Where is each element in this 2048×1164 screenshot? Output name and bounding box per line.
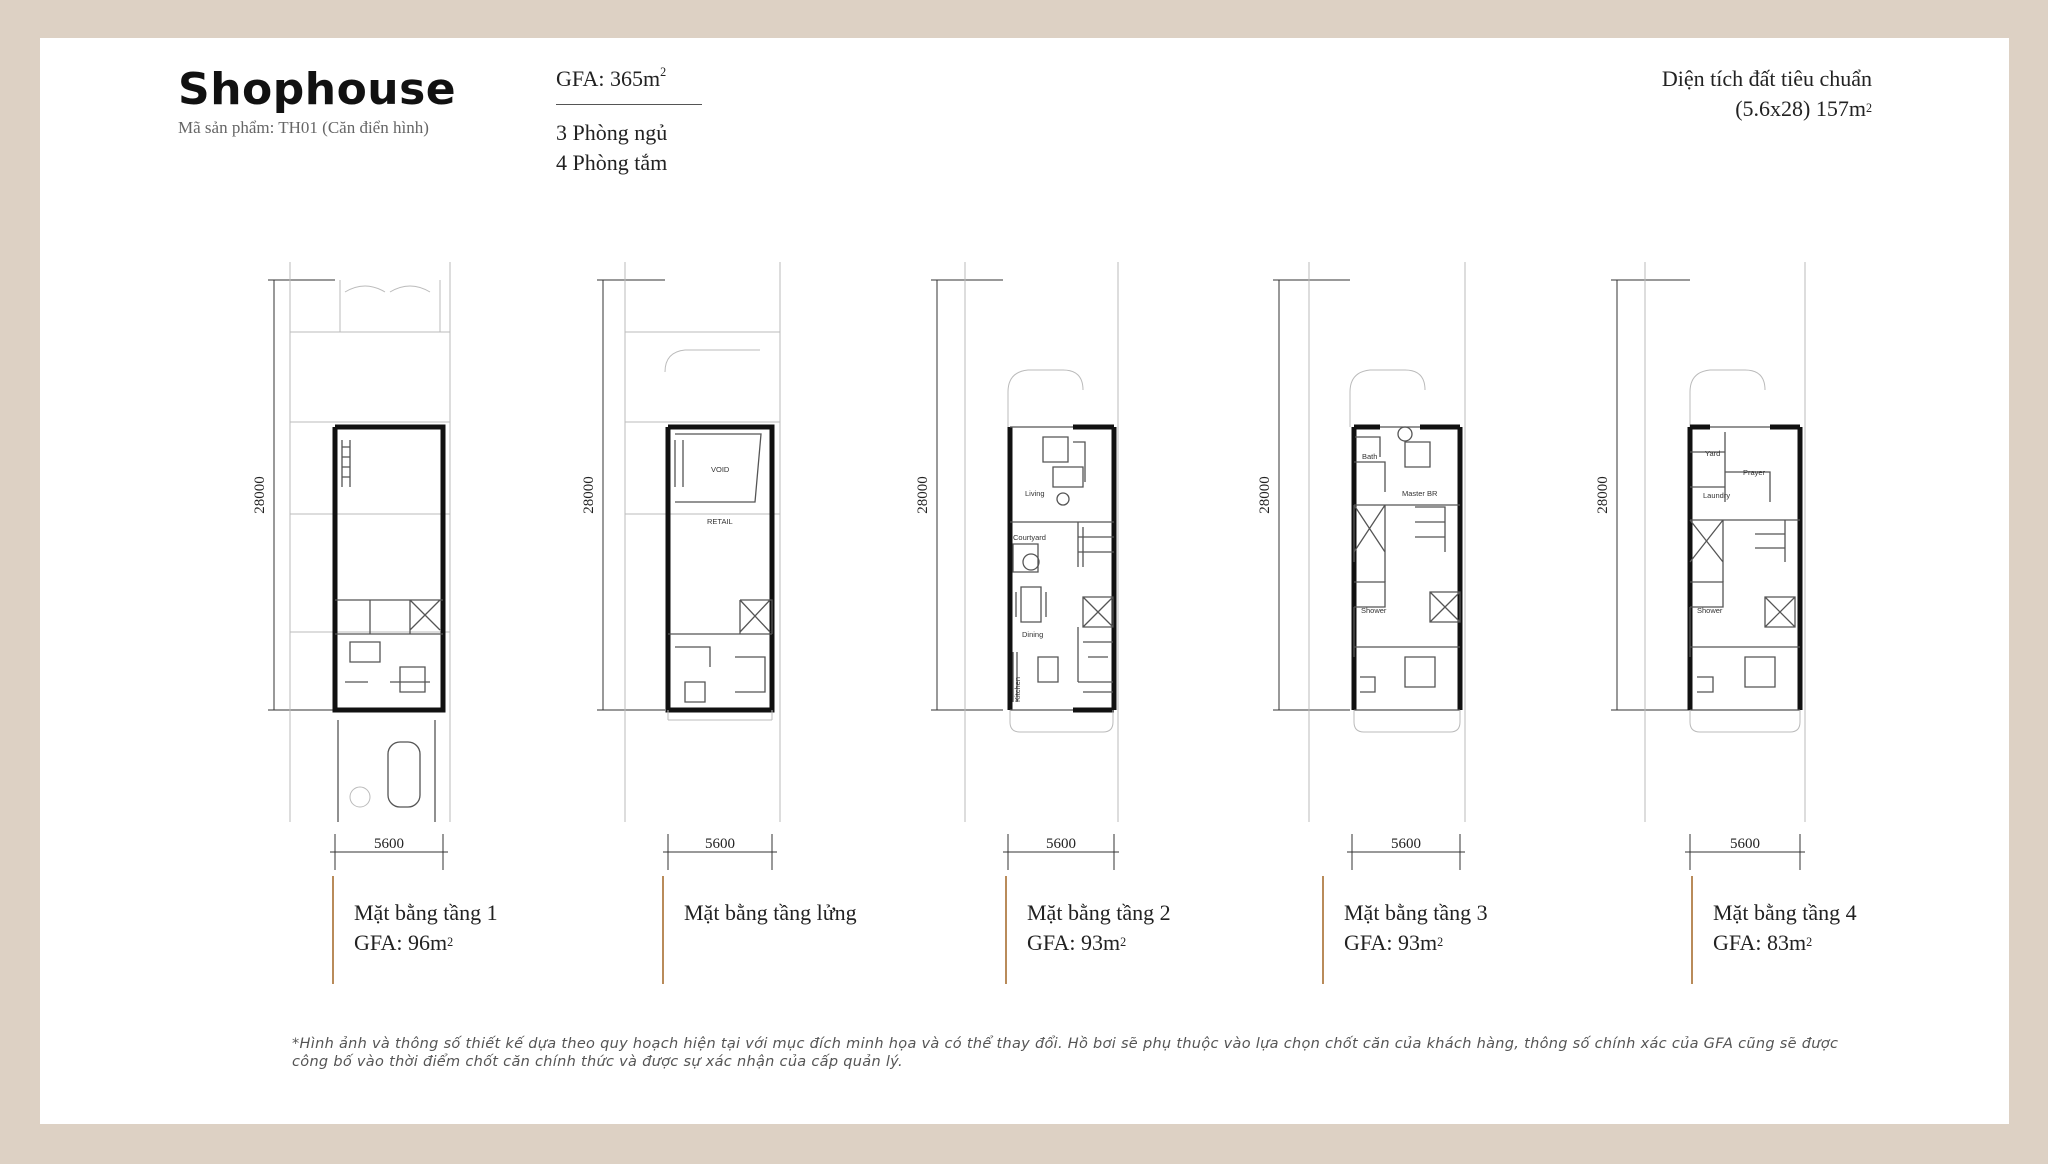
floor-gfa: GFA: $83m^2$ [1713, 930, 1813, 955]
svg-text:Shower: Shower [1361, 606, 1387, 615]
dimension-28000 [581, 280, 665, 710]
bedroom-count: 3 Phòng ngủ [556, 120, 668, 145]
floor-gfa: GFA: $96m^2$ [354, 930, 454, 955]
floor-name: Mặt bằng tầng 1 [354, 900, 498, 925]
dimension-5600 [1685, 834, 1805, 870]
dimension-5600 [1003, 834, 1119, 870]
dimension-5600 [663, 834, 777, 870]
floor-gfa: GFA: $93m^2$ [1344, 930, 1444, 955]
dimension-28000 [1595, 280, 1690, 710]
svg-text:Shower: Shower [1697, 606, 1723, 615]
svg-text:Bath: Bath [1362, 452, 1378, 461]
svg-text:Kitchen: Kitchen [1013, 676, 1022, 702]
floor-plan-mezzanine [575, 262, 795, 882]
land-area-value: (5.6x28) $157m^2$ [1735, 96, 1872, 121]
svg-text:Yard: Yard [1705, 449, 1721, 458]
floor-caption-4 [1691, 876, 1857, 984]
land-area-label: Diện tích đất tiêu chuẩn [1661, 66, 1872, 91]
product-code: Mã sản phẩm: TH01 (Căn điển hình) [178, 118, 429, 137]
svg-text:28000: 28000 [1257, 476, 1273, 514]
svg-text:RETAIL: RETAIL [707, 517, 733, 526]
floor-name: Mặt bằng tầng 4 [1713, 900, 1857, 925]
svg-text:Courtyard: Courtyard [1013, 533, 1046, 542]
svg-text:28000: 28000 [915, 476, 931, 514]
floor-plan-1 [250, 262, 470, 882]
floor-name: Mặt bằng tầng 2 [1027, 900, 1171, 925]
svg-text:VOID: VOID [711, 465, 730, 474]
dimension-28000 [915, 280, 1003, 710]
dimension-28000 [1257, 280, 1350, 710]
svg-text:Dining: Dining [1022, 630, 1044, 639]
svg-text:Master BR: Master BR [1402, 489, 1438, 498]
dimension-5600 [330, 834, 448, 870]
svg-text:28000: 28000 [1595, 476, 1611, 514]
svg-text:28000: 28000 [581, 476, 597, 514]
svg-text:Living: Living [1025, 489, 1045, 498]
land-area [1662, 64, 1872, 124]
gfa-divider [556, 104, 702, 105]
svg-text:5600: 5600 [1046, 836, 1076, 852]
floor-gfa: GFA: $93m^2$ [1027, 930, 1127, 955]
svg-text:5600: 5600 [705, 836, 735, 852]
dimension-28000 [252, 280, 335, 710]
svg-text:28000: 28000 [252, 476, 268, 514]
total-gfa: GFA: $365m^2$ [556, 64, 667, 91]
dimension-5600 [1347, 834, 1465, 870]
footnote: *Hình ảnh và thông số thiết kế dựa theo quy hoạch hiện tại với mục đích minh họa và có thể thay đổi. Hồ bơi sẽ phụ thuộc vào lựa chọn chốt căn của khách hàng, thông số chính xác của GFA cũng sẽ được công bố vào thời điểm chốt căn chính thức và được sự xác nhận của cấp quản lý. [292, 1036, 1839, 1070]
floor-plan-4 [1595, 262, 1815, 882]
svg-text:5600: 5600 [1391, 836, 1421, 852]
floor-caption-mezzanine [662, 876, 857, 984]
floor-caption-1 [332, 876, 498, 984]
floor-caption-3 [1322, 876, 1488, 984]
bathroom-count: 4 Phòng tắm [556, 150, 668, 175]
svg-text:5600: 5600 [1730, 836, 1760, 852]
floor-plan-3 [1255, 262, 1475, 882]
svg-text:5600: 5600 [374, 836, 404, 852]
floor-caption-2 [1005, 876, 1171, 984]
floor-name: Mặt bằng tầng 3 [1344, 900, 1488, 925]
floor-name: Mặt bằng tầng lửng [684, 900, 857, 925]
room-counts [556, 118, 667, 178]
page-title: Shophouse [178, 64, 457, 115]
svg-text:Laundry: Laundry [1703, 491, 1731, 500]
floor-plan-2 [913, 262, 1133, 882]
svg-text:Prayer: Prayer [1743, 468, 1766, 477]
